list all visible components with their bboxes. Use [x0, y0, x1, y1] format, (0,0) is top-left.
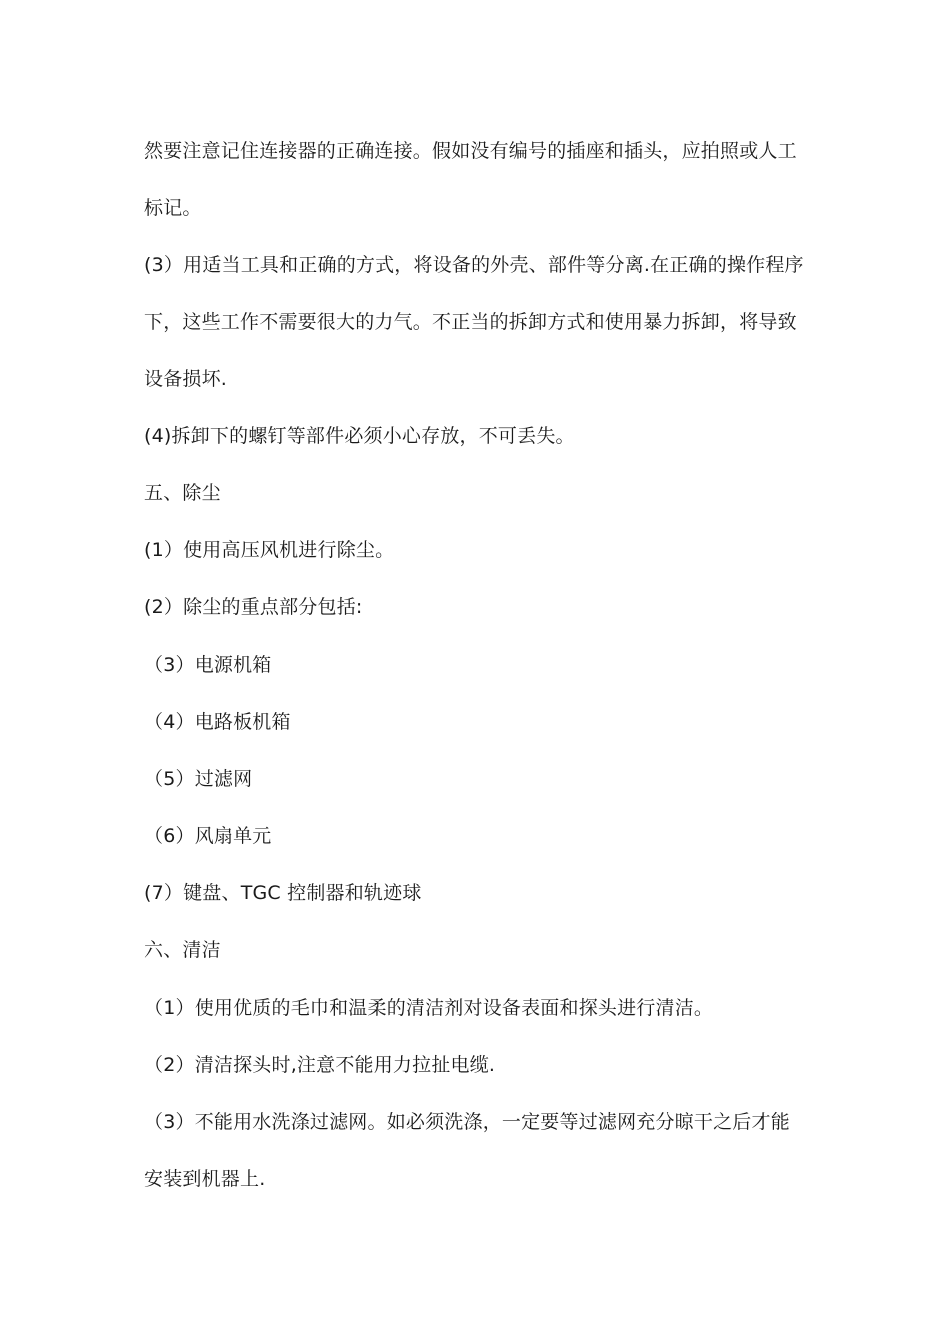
- text-line: 设备损坏.: [144, 368, 228, 390]
- text-line: 下，这些工作不需要很大的力气。不正当的拆卸方式和使用暴力拆卸，将导致: [144, 311, 797, 333]
- text-line: (2）除尘的重点部分包括:: [144, 596, 363, 618]
- text-line: (4)拆卸下的螺钉等部件必须小心存放，不可丢失。: [144, 425, 575, 447]
- section-heading: 六、清洁: [144, 939, 221, 961]
- text-line: 然要注意记住连接器的正确连接。假如没有编号的插座和插头，应拍照或人工: [144, 140, 797, 162]
- text-line: (3）用适当工具和正确的方式，将设备的外壳、部件等分离.在正确的操作程序: [144, 254, 804, 276]
- list-item: (7）键盘、TGC 控制器和轨迹球: [144, 882, 422, 904]
- text-line: （3）不能用水洗涤过滤网。如必须洗涤，一定要等过滤网充分晾干之后才能: [144, 1111, 790, 1133]
- list-item: （3）电源机箱: [144, 654, 272, 676]
- list-item: （5）过滤网: [144, 768, 253, 790]
- text-line: （2）清洁探头时,注意不能用力拉扯电缆.: [144, 1054, 496, 1076]
- list-item: （4）电路板机箱: [144, 711, 291, 733]
- section-heading: 五、除尘: [144, 482, 221, 504]
- text-line: (1）使用高压风机进行除尘。: [144, 539, 395, 561]
- list-item: （6）风扇单元: [144, 825, 272, 847]
- text-line: （1）使用优质的毛巾和温柔的清洁剂对设备表面和探头进行清洁。: [144, 997, 714, 1019]
- text-line: 安装到机器上.: [144, 1168, 266, 1190]
- text-line: 标记。: [144, 197, 202, 219]
